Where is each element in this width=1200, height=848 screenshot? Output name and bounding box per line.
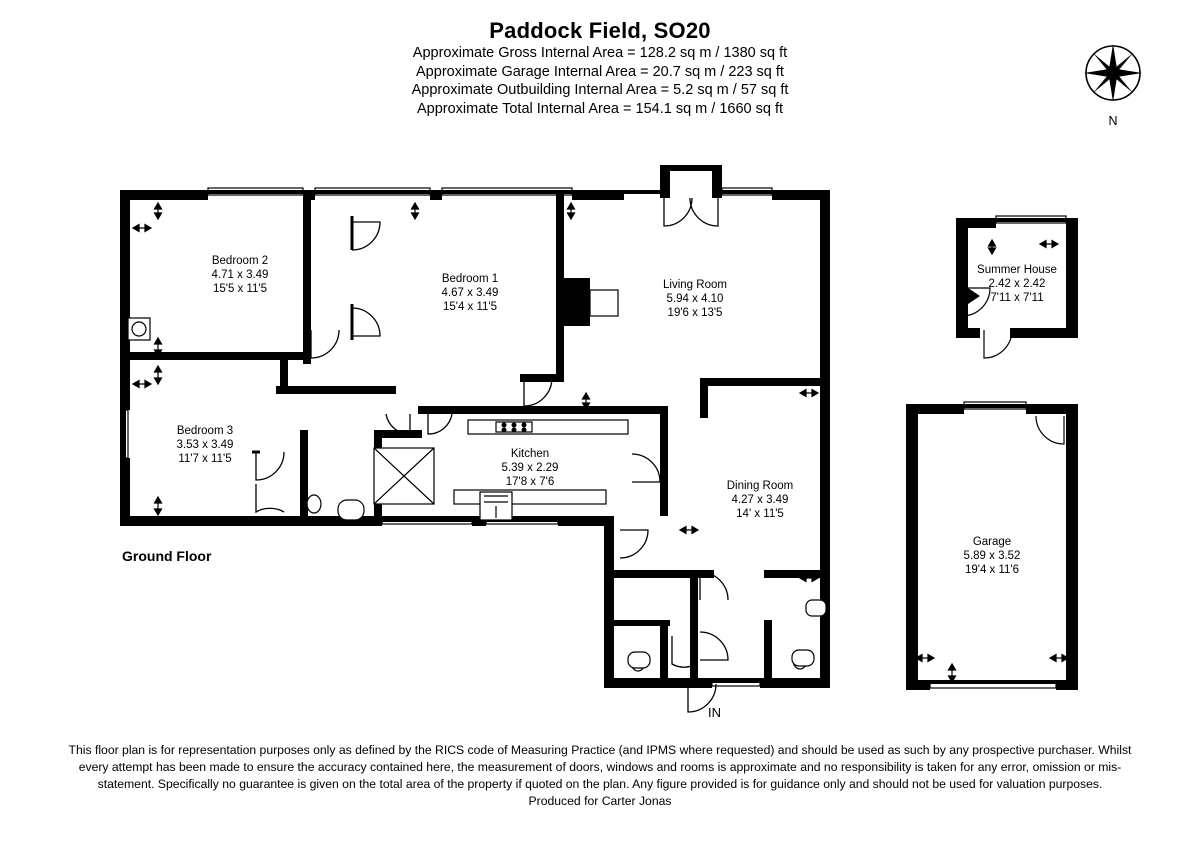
room-label-garage [922, 535, 1062, 577]
entrance-label: IN [708, 705, 721, 720]
room-label-living-room [625, 278, 765, 320]
room-dim-metric: 4.71 x 3.49 [211, 269, 269, 281]
room-dim-imperial: 19'4 x 11'6 [964, 564, 1020, 576]
page-title: Paddock Field, SO20 [489, 18, 711, 43]
room-label-bedroom-1 [400, 272, 540, 314]
room-name: Garage [972, 536, 1012, 548]
room-name: Bedroom 3 [176, 425, 234, 437]
room-name: Bedroom 2 [211, 255, 269, 267]
disclaimer-produced: Produced for Carter Jonas [528, 794, 672, 808]
disclaimer-body: This floor plan is for representation purposes only as defined by the RICS code of Measuring Practice (and IPMS where requested) and should be used as such by any prospective purchaser. Whilst every attempt has been made to ensure the accuracy contained here, the measurement of doors, windows and rooms is approximate and no responsibility is taken for any error, omission or mis-statement. Specifically no guarantee is given on the total area of the property if quoted on the plan. Any figure provided is for guidance only and should not be used for valuation purposes. [68, 743, 1132, 791]
room-dim-imperial: 7'11 x 7'11 [990, 292, 1044, 304]
room-label-dining-room [690, 479, 830, 521]
room-dim-metric: 5.89 x 3.52 [963, 550, 1021, 562]
room-name: Kitchen [510, 448, 550, 460]
room-label-bedroom-2 [170, 254, 310, 296]
floor-label: Ground Floor [122, 548, 212, 564]
room-dim-metric: 2.42 x 2.42 [988, 278, 1046, 290]
area-line-total: Approximate Total Internal Area = 154.1 sq m / 1660 sq ft [416, 100, 784, 117]
room-dim-imperial: 11'7 x 11'5 [178, 453, 232, 465]
compass-north-label: N [1108, 114, 1118, 128]
area-line-outbuilding: Approximate Outbuilding Internal Area = 5.2 sq m / 57 sq ft [411, 82, 789, 98]
room-dim-metric: 5.94 x 4.10 [666, 293, 724, 305]
garage-arrows [916, 655, 1068, 683]
room-dim-imperial: 15'4 x 11'5 [442, 301, 498, 313]
room-label-kitchen [460, 447, 600, 489]
room-dim-metric: 4.67 x 3.49 [441, 287, 499, 299]
room-name: Summer House [977, 264, 1057, 276]
room-dim-imperial: 15'5 x 11'5 [212, 283, 268, 295]
fireplace-icon [556, 278, 590, 326]
room-name: Dining Room [726, 480, 794, 492]
area-line-gross: Approximate Gross Internal Area = 128.2 sq m / 1380 sq ft [412, 45, 788, 61]
room-name: Bedroom 1 [441, 273, 499, 285]
room-dim-imperial: 17'8 x 7'6 [505, 476, 555, 488]
basin-icon-2 [806, 600, 826, 616]
basin-icon [338, 500, 364, 520]
room-dim-metric: 3.53 x 3.49 [176, 439, 234, 451]
wc-icon [307, 495, 321, 513]
disclaimer [60, 742, 1140, 810]
room-label-summer-house [947, 263, 1087, 305]
room-dim-imperial: 14' x 11'5 [736, 508, 784, 520]
room-dim-metric: 4.27 x 3.49 [731, 494, 789, 506]
room-dim-imperial: 19'6 x 13'5 [667, 307, 723, 319]
area-line-garage: Approximate Garage Internal Area = 20.7 sq m / 223 sq ft [416, 63, 784, 80]
room-label-bedroom-3 [135, 424, 275, 466]
room-name: Living Room [663, 279, 727, 291]
room-dim-metric: 5.39 x 2.29 [501, 462, 559, 474]
summer-house-arrows [989, 240, 1059, 254]
